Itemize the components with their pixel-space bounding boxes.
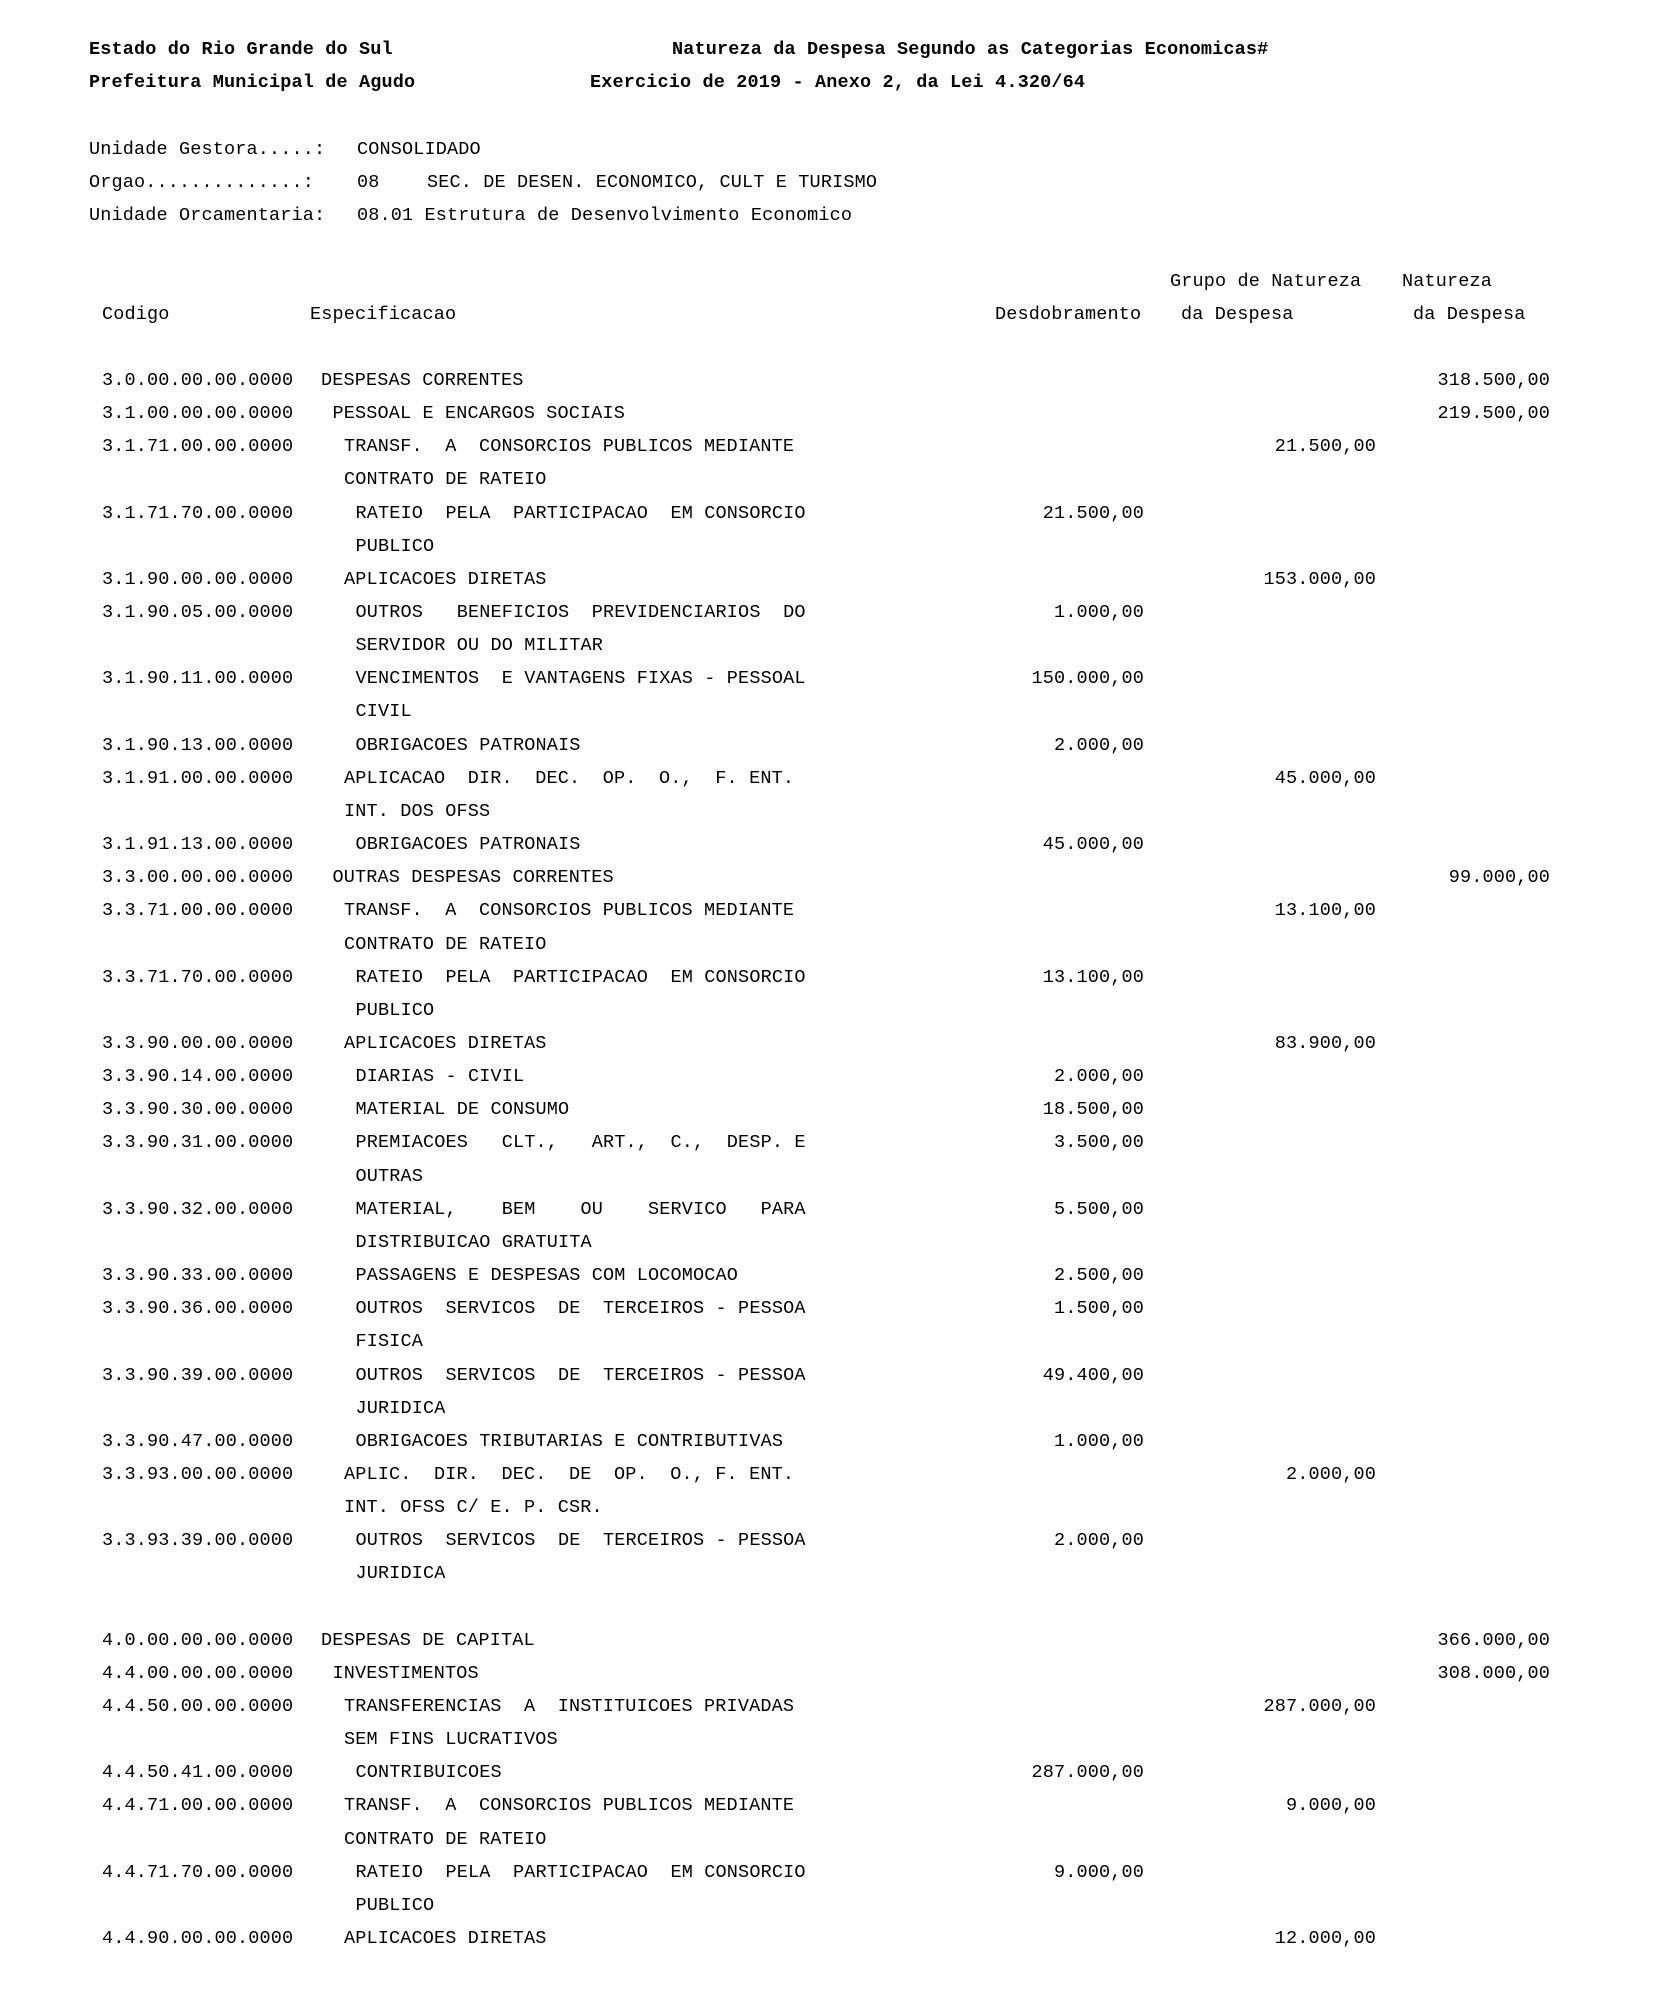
table-row <box>0 1762 1653 1795</box>
col-natureza-header-1: Natureza <box>1402 271 1493 292</box>
row-code: 3.3.90.31.00.0000 <box>102 1132 294 1154</box>
row-desdobramento: 49.400,00 <box>1042 1364 1144 1386</box>
table-row <box>0 1928 1653 1961</box>
col-grupo-header-1: Grupo de Natureza <box>1170 271 1362 292</box>
table-row <box>0 900 1653 955</box>
row-desdobramento: 5.500,00 <box>1053 1198 1144 1220</box>
row-description: OBRIGACOES PATRONAIS <box>355 734 581 756</box>
table-row <box>0 370 1653 403</box>
row-natureza: 366.000,00 <box>1437 1629 1550 1651</box>
row-grupo: 21.500,00 <box>1274 436 1376 458</box>
row-description: VENCIMENTOS E VANTAGENS FIXAS - PESSOAL <box>355 668 806 690</box>
row-code: 3.3.00.00.00.0000 <box>102 867 294 889</box>
row-description: CONTRATO DE RATEIO <box>344 933 547 955</box>
table-row <box>0 668 1653 723</box>
row-desdobramento: 2.500,00 <box>1053 1265 1144 1287</box>
table-row <box>0 1033 1653 1066</box>
orgao-label: Orgao..............: <box>89 172 315 193</box>
col-especificacao-header: Especificacao <box>310 304 457 325</box>
row-code: 3.1.71.70.00.0000 <box>102 502 294 524</box>
row-code: 3.1.90.00.00.0000 <box>102 568 294 590</box>
table-row <box>0 966 1653 1021</box>
table-row <box>0 767 1653 822</box>
table-row <box>0 834 1653 867</box>
row-description: DISTRIBUICAO GRATUITA <box>355 1231 592 1253</box>
table-row <box>0 436 1653 491</box>
row-desdobramento: 13.100,00 <box>1042 966 1144 988</box>
row-desdobramento: 2.000,00 <box>1053 1530 1144 1552</box>
row-description: JURIDICA <box>355 1397 446 1419</box>
row-description: INVESTIMENTOS <box>332 1662 479 1684</box>
table-row <box>0 1431 1653 1464</box>
row-grupo: 9.000,00 <box>1285 1795 1376 1817</box>
table-row <box>0 867 1653 900</box>
row-description: TRANSFERENCIAS A INSTITUICOES PRIVADAS <box>344 1696 795 1717</box>
report-subtitle: Exercicio de 2019 - Anexo 2, da Lei 4.320/64 <box>590 72 1086 93</box>
row-description: OUTROS SERVICOS DE TERCEIROS - PESSOA <box>355 1364 806 1386</box>
row-description: RATEIO PELA PARTICIPACAO EM CONSORCIO <box>355 502 806 524</box>
row-desdobramento: 287.000,00 <box>1031 1762 1144 1784</box>
row-description: RATEIO PELA PARTICIPACAO EM CONSORCIO <box>355 1861 806 1883</box>
row-code: 3.1.90.11.00.0000 <box>102 668 294 690</box>
row-grupo: 12.000,00 <box>1274 1928 1376 1950</box>
table-row <box>0 1861 1653 1916</box>
report-title: Natureza da Despesa Segundo as Categorias Economicas# <box>672 39 1269 60</box>
col-codigo-header: Codigo <box>102 304 170 325</box>
row-description: JURIDICA <box>355 1563 446 1585</box>
row-description: CIVIL <box>355 701 412 723</box>
row-description: TRANSF. A CONSORCIOS PUBLICOS MEDIANTE <box>344 1795 795 1817</box>
unidade-orcamentaria-value: 08.01 Estrutura de Desenvolvimento Economico <box>357 205 853 226</box>
row-description: OBRIGACOES PATRONAIS <box>355 834 581 856</box>
row-desdobramento: 21.500,00 <box>1042 502 1144 524</box>
row-description: APLICACAO DIR. DEC. OP. O., F. ENT. <box>344 767 795 789</box>
table-row <box>0 1132 1653 1187</box>
row-description: OUTROS BENEFICIOS PREVIDENCIARIOS DO <box>355 602 806 624</box>
unidade-gestora-label: Unidade Gestora.....: <box>89 139 326 160</box>
table-row <box>0 1463 1653 1519</box>
row-description: OUTRAS DESPESAS CORRENTES <box>332 867 614 889</box>
row-code: 3.1.90.05.00.0000 <box>102 602 294 624</box>
row-code: 3.3.90.30.00.0000 <box>102 1099 294 1121</box>
row-description: PUBLICO <box>355 999 435 1021</box>
table-row <box>0 1696 1653 1751</box>
row-code: 3.3.90.32.00.0000 <box>102 1198 294 1220</box>
row-code: 3.1.91.13.00.0000 <box>102 834 294 856</box>
row-description: APLICACOES DIRETAS <box>344 1928 547 1950</box>
row-code: 3.3.90.33.00.0000 <box>102 1265 294 1287</box>
table-row <box>0 1265 1653 1298</box>
row-description: MATERIAL DE CONSUMO <box>355 1099 570 1121</box>
row-grupo: 2.000,00 <box>1285 1463 1376 1485</box>
col-grupo-header-2: da Despesa <box>1181 304 1294 325</box>
row-desdobramento: 2.000,00 <box>1053 1066 1144 1088</box>
orgao-value: SEC. DE DESEN. ECONOMICO, CULT E TURISMO <box>427 172 878 193</box>
row-code: 3.1.91.00.00.0000 <box>102 767 294 789</box>
orgao-code: 08 <box>357 172 380 193</box>
row-description: CONTRATO DE RATEIO <box>344 469 547 491</box>
row-desdobramento: 1.500,00 <box>1053 1298 1144 1320</box>
table-row <box>0 1298 1653 1353</box>
row-description: PREMIACOES CLT., ART., C., DESP. E <box>355 1132 806 1154</box>
row-grupo: 45.000,00 <box>1274 767 1376 789</box>
row-code: 3.3.90.39.00.0000 <box>102 1364 294 1386</box>
table-row <box>0 1663 1653 1696</box>
row-description: RATEIO PELA PARTICIPACAO EM CONSORCIO <box>355 966 806 988</box>
row-description: TRANSF. A CONSORCIOS PUBLICOS MEDIANTE <box>344 900 795 922</box>
state-name: Estado do Rio Grande do Sul <box>89 39 393 60</box>
row-description: APLICACOES DIRETAS <box>344 1033 547 1054</box>
row-description: CONTRIBUICOES <box>355 1762 502 1784</box>
row-code: 3.3.93.00.00.0000 <box>102 1463 294 1485</box>
table-row <box>0 569 1653 602</box>
row-grupo: 83.900,00 <box>1274 1033 1376 1054</box>
table-row <box>0 1099 1653 1132</box>
row-code: 3.1.71.00.00.0000 <box>102 436 294 458</box>
row-code: 3.1.00.00.00.0000 <box>102 403 294 425</box>
row-grupo: 153.000,00 <box>1263 568 1376 590</box>
row-description: INT. DOS OFSS <box>344 800 491 822</box>
row-grupo: 287.000,00 <box>1263 1696 1376 1717</box>
row-code: 3.0.00.00.00.0000 <box>102 370 294 391</box>
row-code: 3.1.90.13.00.0000 <box>102 734 294 756</box>
row-desdobramento: 18.500,00 <box>1042 1099 1144 1121</box>
unidade-gestora-value: CONSOLIDADO <box>357 139 481 160</box>
row-description: SEM FINS LUCRATIVOS <box>344 1729 558 1751</box>
row-desdobramento: 1.000,00 <box>1053 1430 1144 1452</box>
row-description: DESPESAS CORRENTES <box>321 370 524 391</box>
table-row <box>0 1198 1653 1253</box>
row-description: DESPESAS DE CAPITAL <box>321 1629 535 1651</box>
row-natureza: 219.500,00 <box>1437 403 1550 425</box>
row-grupo: 13.100,00 <box>1274 900 1376 922</box>
row-description: APLIC. DIR. DEC. DE OP. O., F. ENT. <box>344 1463 795 1485</box>
table-row <box>0 1066 1653 1099</box>
row-desdobramento: 150.000,00 <box>1031 668 1144 690</box>
row-code: 3.3.71.00.00.0000 <box>102 900 294 922</box>
row-desdobramento: 1.000,00 <box>1053 602 1144 624</box>
row-description: SERVIDOR OU DO MILITAR <box>355 635 604 657</box>
row-code: 3.3.90.36.00.0000 <box>102 1298 294 1320</box>
unidade-orcamentaria-label: Unidade Orcamentaria: <box>89 205 326 226</box>
row-description: FISICA <box>355 1331 424 1353</box>
row-code: 4.4.90.00.00.0000 <box>102 1928 294 1950</box>
row-natureza: 308.000,00 <box>1437 1662 1550 1684</box>
row-code: 4.4.71.70.00.0000 <box>102 1861 294 1883</box>
row-code: 4.4.50.41.00.0000 <box>102 1762 294 1784</box>
row-code: 4.4.00.00.00.0000 <box>102 1662 294 1684</box>
row-desdobramento: 2.000,00 <box>1053 734 1144 756</box>
row-description: PUBLICO <box>355 1894 435 1916</box>
table-row <box>0 502 1653 557</box>
row-description: OUTRAS <box>355 1165 424 1187</box>
row-code: 3.3.90.00.00.0000 <box>102 1033 294 1054</box>
municipality-name: Prefeitura Municipal de Agudo <box>89 72 416 93</box>
row-code: 3.3.93.39.00.0000 <box>102 1530 294 1552</box>
row-description: OBRIGACOES TRIBUTARIAS E CONTRIBUTIVAS <box>355 1430 784 1452</box>
table-row <box>0 1364 1653 1419</box>
row-description: PASSAGENS E DESPESAS COM LOCOMOCAO <box>355 1265 739 1287</box>
row-code: 4.4.50.00.00.0000 <box>102 1696 294 1717</box>
table-row <box>0 1530 1653 1585</box>
row-desdobramento: 9.000,00 <box>1053 1861 1144 1883</box>
row-description: PUBLICO <box>355 535 435 557</box>
row-natureza: 318.500,00 <box>1437 370 1550 391</box>
col-natureza-header-2: da Despesa <box>1413 304 1526 325</box>
table-row <box>0 1795 1653 1850</box>
row-description: PESSOAL E ENCARGOS SOCIAIS <box>332 403 626 425</box>
row-desdobramento: 45.000,00 <box>1042 834 1144 856</box>
row-description: OUTROS SERVICOS DE TERCEIROS - PESSOA <box>355 1530 806 1552</box>
table-row <box>0 1630 1653 1663</box>
row-code: 3.3.71.70.00.0000 <box>102 966 294 988</box>
row-description: INT. OFSS C/ E. P. CSR. <box>344 1497 603 1519</box>
row-description: OUTROS SERVICOS DE TERCEIROS - PESSOA <box>355 1298 806 1320</box>
row-description: MATERIAL, BEM OU SERVICO PARA <box>355 1198 806 1220</box>
table-row <box>0 735 1653 768</box>
row-desdobramento: 3.500,00 <box>1053 1132 1144 1154</box>
row-code: 3.3.90.14.00.0000 <box>102 1066 294 1088</box>
row-description: TRANSF. A CONSORCIOS PUBLICOS MEDIANTE <box>344 436 795 458</box>
table-row <box>0 602 1653 657</box>
row-description: DIARIAS - CIVIL <box>355 1066 525 1088</box>
col-desdobramento-header: Desdobramento <box>995 304 1142 325</box>
row-description: APLICACOES DIRETAS <box>344 568 547 590</box>
row-code: 3.3.90.47.00.0000 <box>102 1430 294 1452</box>
table-row <box>0 403 1653 436</box>
row-code: 4.4.71.00.00.0000 <box>102 1795 294 1817</box>
row-natureza: 99.000,00 <box>1448 867 1550 889</box>
row-code: 4.0.00.00.00.0000 <box>102 1629 294 1651</box>
row-description: CONTRATO DE RATEIO <box>344 1828 547 1850</box>
